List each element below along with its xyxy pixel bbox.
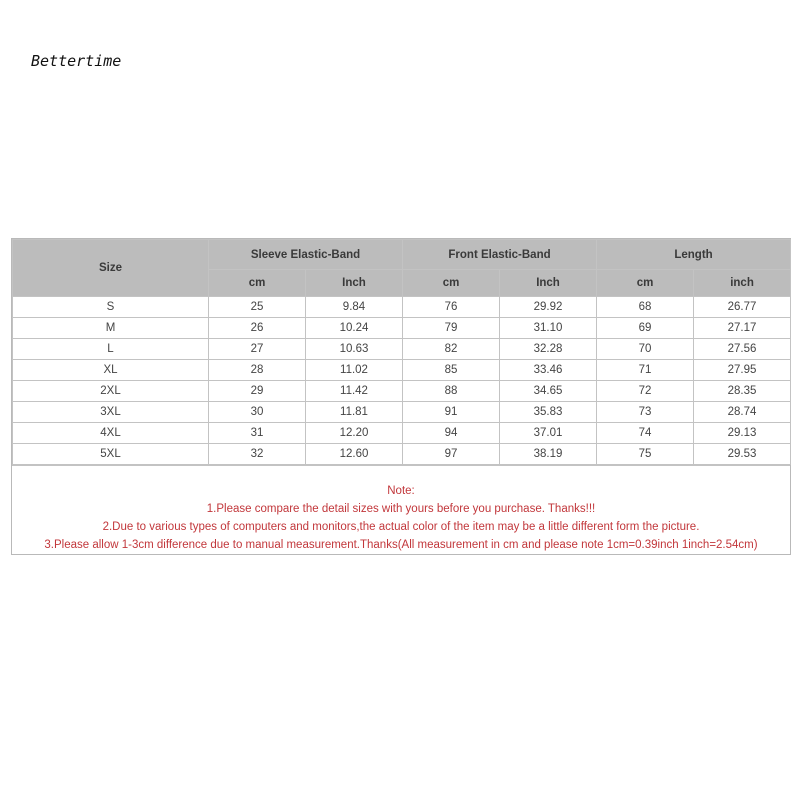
measurement-cell: 88 [403,381,500,402]
unit-header: cm [209,270,306,297]
measurement-cell: 31.10 [500,318,597,339]
measurement-cell: 72 [597,381,694,402]
measurement-cell: 26.77 [694,297,791,318]
measurement-cell: 9.84 [306,297,403,318]
measurement-cell: 85 [403,360,500,381]
measurement-cell: 76 [403,297,500,318]
length-group-header: Length [597,240,791,270]
table-row [13,339,791,360]
unit-header: Inch [306,270,403,297]
size-label-cell: 4XL [13,423,209,444]
header-group-row [13,240,791,270]
measurement-cell: 91 [403,402,500,423]
size-label-cell: 3XL [13,402,209,423]
note-line: 3.Please allow 1-3cm difference due to manual measurement.Thanks(All measurement in cm and please note 1cm=0.39inch 1inch=2.54cm) [44,539,758,551]
measurement-cell: 29 [209,381,306,402]
measurement-cell: 27.95 [694,360,791,381]
table-row [13,360,791,381]
measurement-cell: 28.74 [694,402,791,423]
measurement-cell: 33.46 [500,360,597,381]
size-label-cell: 5XL [13,444,209,465]
measurement-cell: 25 [209,297,306,318]
note-line: 2.Due to various types of computers and monitors,the actual color of the item may be a little different form the picture. [102,521,700,533]
measurement-cell: 94 [403,423,500,444]
measurement-cell: 79 [403,318,500,339]
measurement-cell: 28 [209,360,306,381]
measurement-cell: 11.81 [306,402,403,423]
measurement-cell: 97 [403,444,500,465]
measurement-cell: 26 [209,318,306,339]
measurement-cell: 32 [209,444,306,465]
size-chart [11,238,791,555]
measurement-cell: 38.19 [500,444,597,465]
measurement-cell: 37.01 [500,423,597,444]
notes-section [12,465,790,554]
size-label-cell: M [13,318,209,339]
measurement-cell: 30 [209,402,306,423]
size-label-cell: S [13,297,209,318]
size-label-cell: L [13,339,209,360]
measurement-cell: 29.53 [694,444,791,465]
measurement-cell: 12.60 [306,444,403,465]
brand-logo-text: Bettertime [31,52,122,70]
measurement-cell: 34.65 [500,381,597,402]
size-label-cell: 2XL [13,381,209,402]
measurement-cell: 82 [403,339,500,360]
unit-header: inch [694,270,791,297]
table-row [13,423,791,444]
measurement-cell: 10.63 [306,339,403,360]
front-group-header: Front Elastic-Band [403,240,597,270]
unit-header: cm [597,270,694,297]
measurement-cell: 29.92 [500,297,597,318]
table-row [13,318,791,339]
measurement-cell: 27.56 [694,339,791,360]
measurement-cell: 68 [597,297,694,318]
size-table [12,239,791,465]
measurement-cell: 10.24 [306,318,403,339]
measurement-cell: 27 [209,339,306,360]
size-column-header: Size [13,240,209,297]
measurement-cell: 31 [209,423,306,444]
measurement-cell: 28.35 [694,381,791,402]
table-body [13,297,791,465]
size-label-cell: XL [13,360,209,381]
measurement-cell: 71 [597,360,694,381]
measurement-cell: 69 [597,318,694,339]
measurement-cell: 35.83 [500,402,597,423]
unit-header: cm [403,270,500,297]
measurement-cell: 32.28 [500,339,597,360]
table-header [13,240,791,297]
measurement-cell: 12.20 [306,423,403,444]
measurement-cell: 74 [597,423,694,444]
table-row [13,402,791,423]
measurement-cell: 27.17 [694,318,791,339]
measurement-cell: 73 [597,402,694,423]
measurement-cell: 75 [597,444,694,465]
measurement-cell: 11.42 [306,381,403,402]
table-row [13,381,791,402]
unit-header: Inch [500,270,597,297]
measurement-cell: 29.13 [694,423,791,444]
table-row [13,444,791,465]
measurement-cell: 11.02 [306,360,403,381]
table-row [13,297,791,318]
note-line: 1.Please compare the detail sizes with yours before you purchase. Thanks!!! [206,503,596,515]
measurement-cell: 70 [597,339,694,360]
notes-title: Note: [387,485,415,497]
sleeve-group-header: Sleeve Elastic-Band [209,240,403,270]
